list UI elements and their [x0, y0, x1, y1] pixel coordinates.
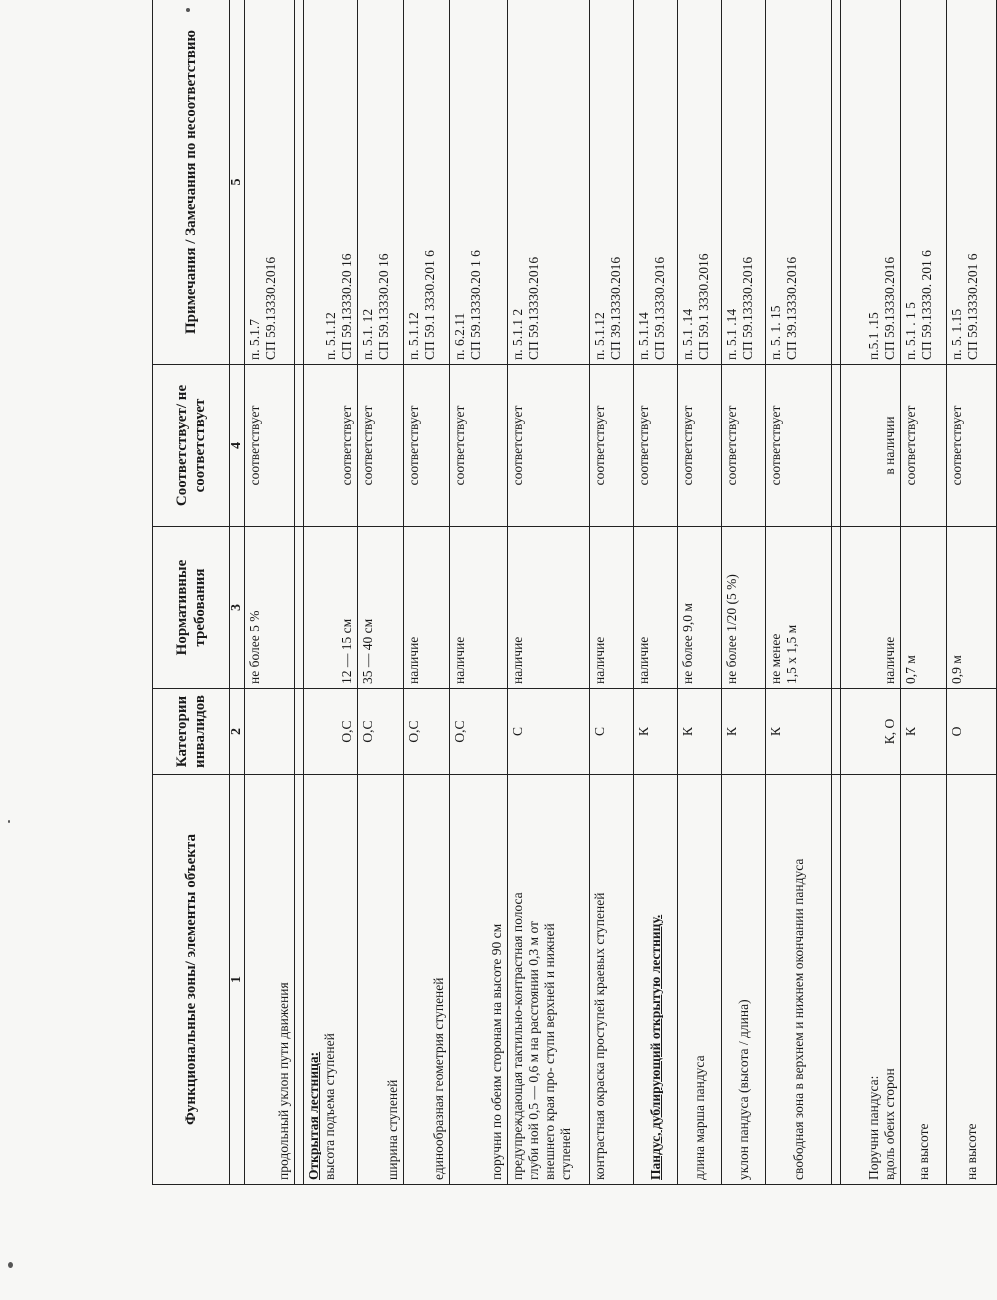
element-cell: поручни по обеим сторонам на высоте 90 см: [450, 775, 508, 1185]
requirement-cell: [766, 527, 832, 689]
requirement-cell: 12 — 15 см: [304, 527, 358, 689]
category-cell: С: [590, 689, 634, 775]
note-cell: [590, 0, 634, 365]
note-standard: СП 59.13330.2016: [739, 256, 755, 360]
element-cell: [508, 775, 590, 1185]
element-text: высота подъема ступеней: [321, 1033, 337, 1180]
requirement-text: не менее: [768, 633, 783, 684]
table-row: [901, 0, 947, 1185]
note-clause: п. 5.1.14: [636, 312, 651, 360]
element-text: Поручни пандуса:: [866, 1075, 882, 1180]
col-number: 2: [230, 689, 245, 775]
note-clause: п. 5.1. 12: [360, 308, 375, 360]
requirement-cell: наличие: [450, 527, 508, 689]
note-clause: п.5.1 .15: [866, 312, 882, 360]
category-cell: К: [722, 689, 766, 775]
note-standard: СП 59.13330. 201 6: [918, 250, 934, 360]
col-number: 5: [230, 0, 245, 365]
category-cell: О: [947, 689, 997, 775]
note-cell: [404, 0, 450, 365]
category-cell: К, О: [841, 689, 901, 775]
rotated-page: [152, 0, 980, 1185]
table-row: [766, 0, 832, 1185]
note-standard: СП 59.13330.20 16: [375, 253, 391, 360]
col-number: 1: [230, 775, 245, 1185]
match-cell: в наличии: [841, 365, 901, 527]
note-standard: СП 59.13330.2016: [651, 256, 667, 360]
table-row: [245, 0, 295, 1185]
header-requirements: Нормативные требования: [153, 527, 230, 689]
note-clause: п. 5.1.7: [247, 319, 262, 360]
note-clause: п. 5.1 . 1 5: [903, 302, 918, 360]
category-cell: О,С: [358, 689, 404, 775]
document-table: [152, 0, 997, 1185]
note-clause: п. 5.1 .14: [680, 308, 695, 360]
element-cell: свободная зона в верхнем и нижнем окончании пандуса: [766, 775, 832, 1185]
element-cell: уклон пандуса (высота / длина): [722, 775, 766, 1185]
note-clause: п. 5.1.12: [406, 312, 421, 360]
note-clause: п. 5.1 .14: [724, 308, 739, 360]
table-row: [304, 0, 358, 1185]
requirement-cell: не более 9,0 м: [678, 527, 722, 689]
requirement-text: 1,5 х 1,5 м: [783, 624, 799, 684]
requirement-cell: 0,9 м: [947, 527, 997, 689]
requirement-cell: 0,7 м: [901, 527, 947, 689]
match-cell: соответствует: [358, 365, 404, 527]
element-cell: ширина ступеней: [358, 775, 404, 1185]
note-clause: п. 5. 1.15: [949, 308, 964, 360]
note-cell: [947, 0, 997, 365]
match-cell: соответствует: [901, 365, 947, 527]
note-cell: [304, 0, 358, 365]
table-row: [678, 0, 722, 1185]
section-title: Открытая лестница:: [306, 1051, 321, 1180]
category-cell: О,С: [404, 689, 450, 775]
element-cell: единообразная геометрия ступеней: [404, 775, 450, 1185]
element-cell: на высоте: [901, 775, 947, 1185]
element-text: глуби ной 0,5 — 0,6 м на расстоянии 0,3 м от: [525, 921, 541, 1180]
note-cell: [678, 0, 722, 365]
requirement-cell: не более 1/20 (5 %): [722, 527, 766, 689]
note-standard: СП 59.13330.20 1 6: [467, 250, 483, 360]
table-row: [358, 0, 404, 1185]
element-cell: на высоте: [947, 775, 997, 1185]
note-cell: [508, 0, 590, 365]
note-clause: п. 5. 1. 15: [768, 305, 783, 360]
category-cell: О,С: [304, 689, 358, 775]
match-cell: соответствует: [634, 365, 678, 527]
element-text: ступеней: [557, 1127, 573, 1180]
note-cell: [766, 0, 832, 365]
note-standard: СП 59.1 3330.2016: [695, 253, 711, 360]
category-cell: О,С: [450, 689, 508, 775]
note-cell: [450, 0, 508, 365]
requirement-cell: не более 5 %: [245, 527, 295, 689]
match-cell: соответствует: [722, 365, 766, 527]
element-text: внешнего края про- ступи верхней и нижней: [541, 923, 557, 1180]
header-elements: Функциональные зоны/ элементы объекта: [153, 775, 230, 1185]
element-cell: [304, 775, 358, 1185]
scan-speck: [8, 1262, 13, 1268]
match-cell: соответствует: [508, 365, 590, 527]
category-cell: К: [634, 689, 678, 775]
note-cell: [245, 0, 295, 365]
requirement-cell: наличие: [404, 527, 450, 689]
table-row: [508, 0, 590, 1185]
match-cell: соответствует: [947, 365, 997, 527]
element-cell: Пандус, дублирующий открытую лестницу.: [634, 775, 678, 1185]
requirement-cell: наличие: [634, 527, 678, 689]
match-cell: соответствует: [304, 365, 358, 527]
table-row: [590, 0, 634, 1185]
note-cell: [358, 0, 404, 365]
note-standard: СП 59.13330.201 6: [964, 253, 980, 360]
note-standard: СП 59.13330.20 16: [339, 253, 355, 360]
element-text: предупреждающая тактильно-контрастная полоса: [510, 892, 525, 1180]
note-standard: СП 59.13330.2016: [882, 256, 898, 360]
col-number: 3: [230, 527, 245, 689]
column-number-row: [230, 0, 245, 1185]
note-standard: СП 59.13330.2016: [262, 256, 278, 360]
note-standard: СП 39.13330.2016: [783, 256, 799, 360]
element-cell: [841, 775, 901, 1185]
header-match: Соответствует/ не соответствует: [153, 365, 230, 527]
scan-speck: [8, 820, 10, 823]
match-cell: соответствует: [450, 365, 508, 527]
match-cell: соответствует: [590, 365, 634, 527]
header-notes: Примечания / Замечания по несоответствию: [153, 0, 230, 365]
note-clause: п. 6.2.11: [452, 312, 467, 360]
element-cell: продольный уклон пути движения: [245, 775, 295, 1185]
category-cell: К: [678, 689, 722, 775]
table-row: [841, 0, 901, 1185]
col-number: 4: [230, 365, 245, 527]
category-cell: С: [508, 689, 590, 775]
note-clause: п. 5.1.12: [592, 312, 607, 360]
spacer-row: [295, 0, 304, 1185]
match-cell: соответствует: [245, 365, 295, 527]
spacer-row: [832, 0, 841, 1185]
category-cell: К: [901, 689, 947, 775]
match-cell: соответствует: [404, 365, 450, 527]
note-cell: [722, 0, 766, 365]
element-cell: контрастная окраска проступей краевых ступеней: [590, 775, 634, 1185]
requirement-cell: 35 — 40 см: [358, 527, 404, 689]
requirement-cell: наличие: [841, 527, 901, 689]
requirement-cell: наличие: [590, 527, 634, 689]
note-cell: [901, 0, 947, 365]
match-cell: соответствует: [678, 365, 722, 527]
note-cell: [634, 0, 678, 365]
requirement-cell: наличие: [508, 527, 590, 689]
category-cell: К: [766, 689, 832, 775]
table-row: [634, 0, 678, 1185]
table-row: [722, 0, 766, 1185]
note-standard: СП 59.13330.2016: [525, 256, 541, 360]
element-cell: длина марша пандуса: [678, 775, 722, 1185]
match-cell: соответствует: [766, 365, 832, 527]
note-clause: п. 5.1.1 2: [510, 308, 525, 360]
note-standard: СП 39.13330.2016: [607, 256, 623, 360]
table-row: [404, 0, 450, 1185]
table-row: [450, 0, 508, 1185]
note-cell: [841, 0, 901, 365]
note-clause: п. 5.1.12: [323, 312, 339, 360]
table-header-row: [153, 0, 230, 1185]
header-categories: Категории инвалидов: [153, 689, 230, 775]
category-cell: [245, 689, 295, 775]
element-text: вдоль обеих сторон: [882, 1068, 898, 1180]
table-row: [947, 0, 997, 1185]
note-standard: СП 59.1 3330.201 6: [421, 250, 437, 360]
